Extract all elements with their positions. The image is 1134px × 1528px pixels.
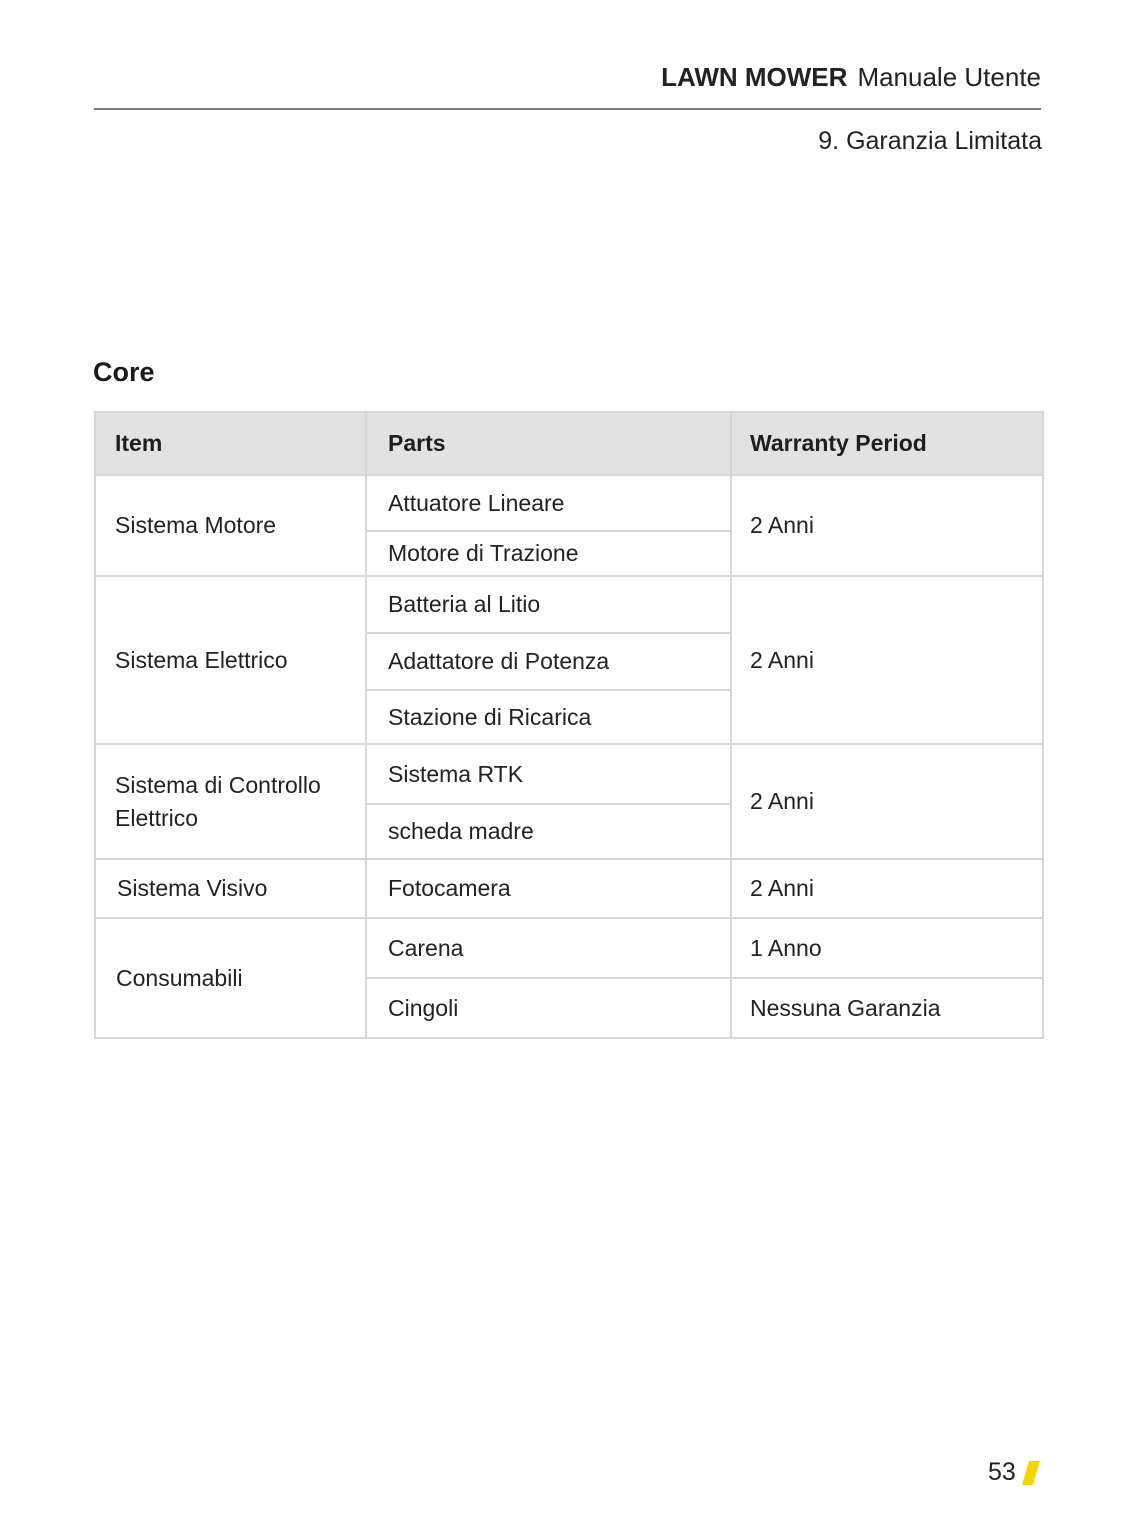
item-cell: Sistema Motore [95,475,366,576]
item-cell: Consumabili [95,918,366,1038]
period-cell: 2 Anni [731,576,1043,744]
period-cell: Nessuna Garanzia [731,978,1043,1038]
part-cell: scheda madre [366,804,731,859]
page-number: 53 [988,1458,1016,1486]
page-accent-mark [1022,1461,1040,1485]
warranty-table [94,411,1044,1039]
header-parts: Parts [366,412,731,475]
chapter-title: 9. Garanzia Limitata [818,127,1042,155]
part-cell: Batteria al Litio [366,576,731,633]
header-divider [94,108,1041,110]
part-cell: Stazione di Ricarica [366,690,731,744]
part-cell: Adattatore di Potenza [366,633,731,690]
header-warranty-period: Warranty Period [731,412,1043,475]
part-cell: Sistema RTK [366,744,731,804]
part-cell: Motore di Trazione [366,531,731,576]
section-title: Core [93,357,155,387]
item-cell: Sistema Elettrico [95,576,366,744]
table-header-row [95,412,1043,475]
part-cell: Fotocamera [366,859,731,918]
period-cell: 1 Anno [731,918,1043,978]
part-cell: Cingoli [366,978,731,1038]
table-row [95,576,1043,633]
period-cell: 2 Anni [731,744,1043,859]
page-header [94,62,1041,93]
header-brand: LAWN MOWER [661,62,848,92]
header-subtitle: Manuale Utente [857,62,1041,92]
accent-slash-shape [1022,1461,1040,1485]
period-cell: 2 Anni [731,859,1043,918]
item-cell: Sistema di Controllo Elettrico [95,744,366,859]
table-row [95,475,1043,531]
item-cell: Sistema Visivo [95,859,366,918]
part-cell: Carena [366,918,731,978]
table-row [95,744,1043,804]
period-cell: 2 Anni [731,475,1043,576]
table-row [95,859,1043,918]
table-row [95,918,1043,978]
header-item: Item [95,412,366,475]
part-cell: Attuatore Lineare [366,475,731,531]
